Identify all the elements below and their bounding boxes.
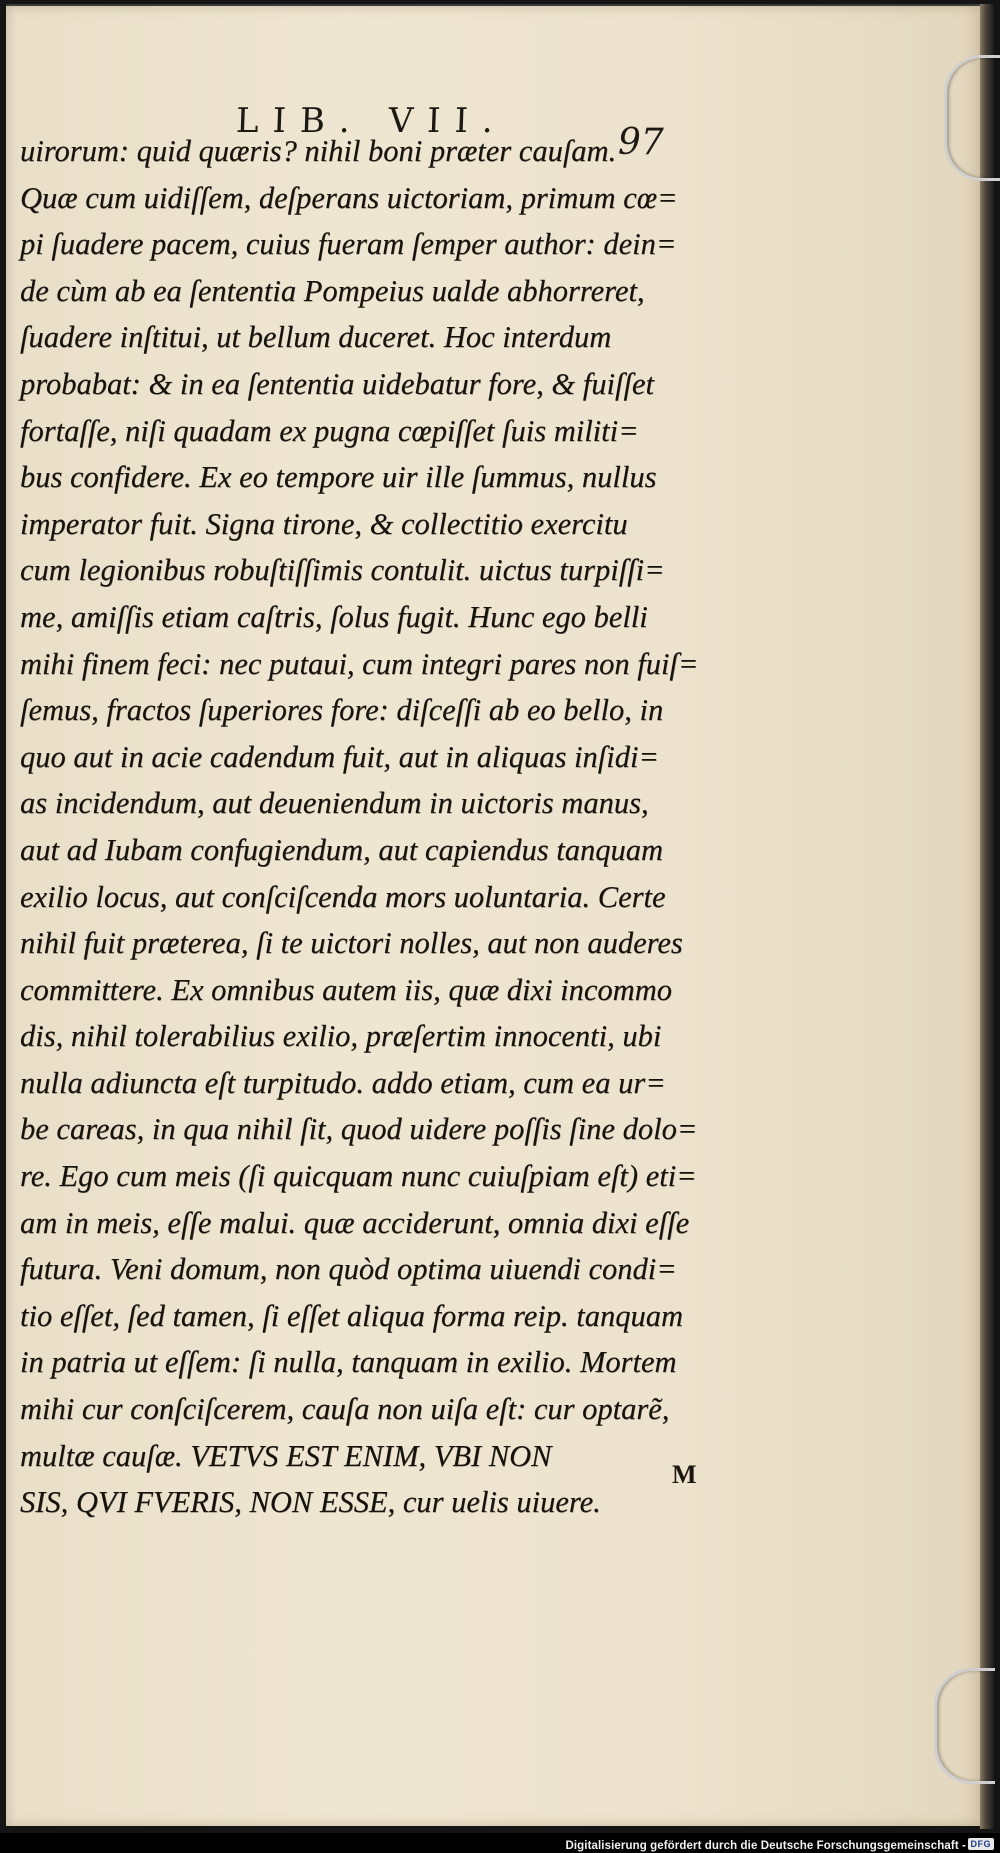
text-line: multæ cauſæ. VETVS EST ENIM, VBI NON (20, 1438, 552, 1473)
text-line: fortaſſe, niſi quadam ex pugna cœpiſſet ſuis militi= (20, 413, 639, 448)
text-block (20, 128, 736, 1526)
page-edge (980, 4, 994, 1829)
footer-bar (0, 1833, 1000, 1853)
text-line: pi ſuadere pacem, cuius fueram ſemper author: dein= (20, 227, 677, 262)
text-line: committere. Ex omnibus autem iis, quæ dixi incommo (20, 972, 672, 1007)
text-line: imperator fuit. Signa tirone, & collectitio exercitu (20, 506, 628, 541)
text-line: futura. Veni domum, non quòd optima uiuendi condi= (20, 1252, 677, 1287)
footer-credit: Digitalisierung gefördert durch die Deutsche Forschungsgemeinschaft - (565, 1840, 966, 1852)
text-line: re. Ego cum meis (ſi quicquam nunc cuiuſpiam eſt) eti= (20, 1159, 697, 1194)
text-line: bus confidere. Ex eo tempore uir ille ſummus, nullus (20, 460, 657, 495)
text-line: am in meis, eſſe malui. quæ acciderunt, omnia dixi eſſe (20, 1205, 690, 1240)
text-line: dis, nihil tolerabilius exilio, præſertim innocenti, ubi (20, 1019, 662, 1054)
text-line: uirorum: quid quæris? nihil boni præter cauſam. (20, 134, 617, 168)
text-line: nihil fuit præterea, ſi te uictori nolles, aut non auderes (20, 926, 683, 961)
page-number: 97 (618, 122, 664, 163)
text-line: me, amiſſis etiam caſtris, ſolus fugit. Hunc ego belli (20, 599, 648, 634)
text-line: probabat: & in ea ſententia uidebatur fore, & fuiſſet (20, 366, 654, 401)
text-line: quo aut in acie cadendum fuit, aut in aliquas inſidi= (20, 739, 660, 774)
text-line: mihi cur conſciſcerem, cauſa non uiſa eſt: cur optarẽ, (20, 1392, 670, 1427)
book-page (6, 4, 980, 1826)
text-line: aut ad Iubam confugiendum, aut capiendus tanquam (20, 832, 663, 867)
text-line: mihi finem feci: nec putaui, cum integri pares non fuiſ= (20, 646, 699, 681)
text-line: ſemus, fractos ſuperiores fore: diſceſſi ab eo bello, in (20, 693, 664, 728)
text-line: in patria ut eſſem: ſi nulla, tanquam in exilio. Mortem (20, 1345, 677, 1380)
running-head: LIB. VII. (235, 101, 508, 141)
text-line: nulla adiuncta eſt turpitudo. addo etiam, cum ea ur= (20, 1065, 666, 1100)
text-line: ſuadere inſtitui, ut bellum duceret. Hoc interdum (20, 320, 612, 355)
text-line: SIS, QVI FVERIS, NON ESSE, cur uelis uiuere. (20, 1485, 601, 1520)
text-line: tio eſſet, ſed tamen, ſi eſſet aliqua forma reip. tanquam (20, 1298, 684, 1333)
text-line: as incidendum, aut deueniendum in uictoris manus, (20, 786, 649, 821)
signature-mark: M (672, 1460, 697, 1489)
text-line: de cùm ab ea ſententia Pompeius ualde abhorreret, (20, 273, 645, 308)
text-line: exilio locus, aut conſciſcenda mors uoluntaria. Certe (20, 879, 666, 914)
text-line: Quæ cum uidiſſem, deſperans uictoriam, primum cœ= (20, 180, 678, 215)
book-clip-icon (934, 1668, 995, 1784)
dfg-logo: DFG (968, 1838, 995, 1850)
text-line: cum legionibus robuſtiſſimis contulit. uictus turpiſſi= (20, 553, 665, 588)
book-clip-icon (944, 55, 1000, 181)
text-line: be careas, in qua nihil ſit, quod uidere poſſis ſine dolo= (20, 1112, 698, 1147)
